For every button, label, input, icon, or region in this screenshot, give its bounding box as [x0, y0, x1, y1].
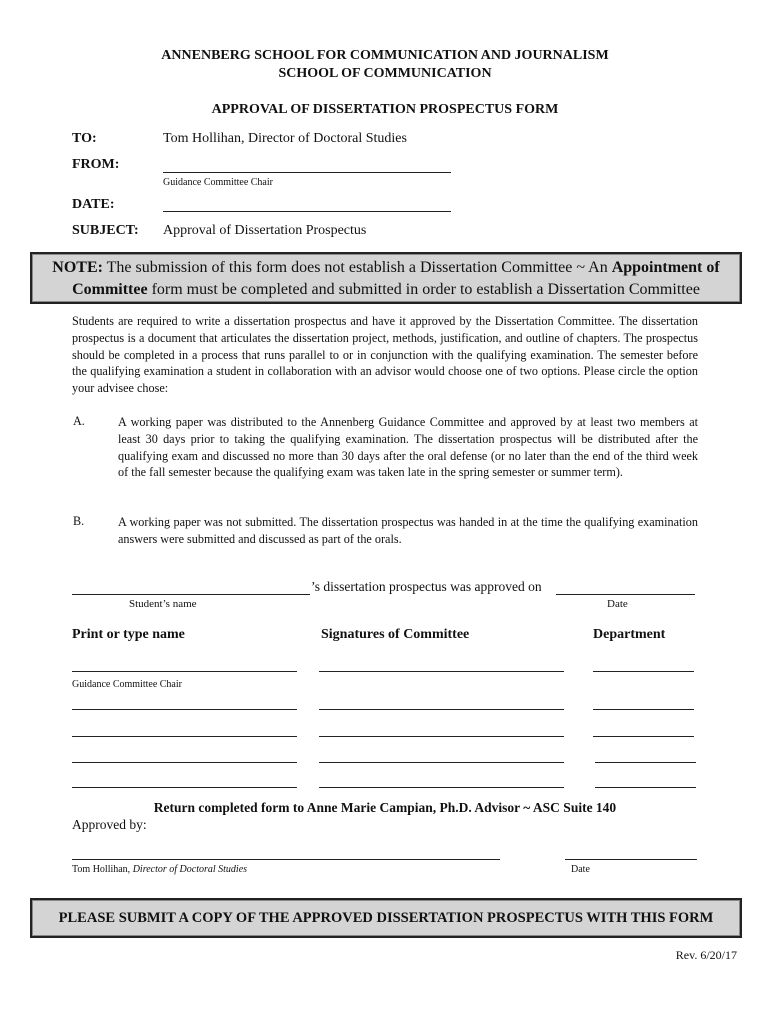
option-b-text: A working paper was not submitted. The dissertation prospectus was handed in at the time the qualifying examination answers were submitted and discussed as part of the orals.: [118, 515, 698, 546]
revision-date: Rev. 6/20/17: [675, 948, 737, 962]
to-value: Tom Hollihan, Director of Doctoral Studies: [163, 131, 407, 146]
note-text: [32, 254, 740, 301]
col-department: Department: [593, 627, 666, 642]
student-name-line[interactable]: [72, 594, 310, 595]
note-box: [30, 252, 742, 304]
member-department-line[interactable]: [595, 762, 696, 763]
intro-paragraph: Students are required to write a dissertation prospectus and have it approved by the Dissertation Committee. The dissertation prospectus is a document that articulates the dissertation project, methods, justification, and outline of chapters. The prospectus should be completed in a process that runs parallel to or in conjunction with the qualifying examination. The semester before the qualifying examination a student in collaboration with an advisor would choose one of two options. Please circle the option your advisee chose:: [72, 314, 698, 396]
form-title: APPROVAL OF DISSERTATION PROSPECTUS FORM: [211, 102, 559, 117]
member-name-line[interactable]: [72, 787, 297, 788]
member-name-line[interactable]: [72, 709, 297, 710]
note-text-2: form must be completed and submitted in order to establish a Dissertation Committee: [147, 281, 700, 298]
member-signature-line[interactable]: [319, 762, 564, 763]
member-signature-line[interactable]: [319, 736, 564, 737]
member-department-line[interactable]: [593, 736, 694, 737]
subject-label: SUBJECT:: [72, 223, 139, 238]
chair-signature-line[interactable]: [319, 671, 564, 672]
approved-by-label: Approved by:: [72, 817, 147, 832]
school-name: ANNENBERG SCHOOL FOR COMMUNICATION AND JOURNALISM: [161, 48, 609, 63]
member-department-line[interactable]: [595, 787, 696, 788]
from-caption: Guidance Committee Chair: [163, 177, 273, 188]
student-name-caption: Student’s name: [129, 598, 197, 610]
from-field-line[interactable]: [163, 172, 451, 173]
chair-department-line[interactable]: [593, 671, 694, 672]
member-signature-line[interactable]: [319, 787, 564, 788]
approval-date-caption: Date: [607, 598, 628, 610]
member-name-line[interactable]: [72, 736, 297, 737]
member-name-line[interactable]: [72, 762, 297, 763]
note-prefix: NOTE:: [52, 259, 103, 276]
chair-caption: Guidance Committee Chair: [72, 679, 182, 690]
subject-value: Approval of Dissertation Prospectus: [163, 223, 367, 238]
from-label: FROM:: [72, 157, 120, 172]
director-date-caption: Date: [571, 864, 590, 875]
member-signature-line[interactable]: [319, 709, 564, 710]
option-a-text: A working paper was distributed to the Annenberg Guidance Committee and approved by at least two members at least 30 days prior to taking the qualifying examination. The dissertation prospectus will be distributed after the qualifying exam and discussed no more than 30 days after the oral defense (or no later than the end of the third week of the fall semester because the qualifying exam was taken late in the spring semester or summer term).: [118, 415, 698, 480]
option-b-label: B.: [73, 514, 85, 528]
director-name: Tom Hollihan,: [72, 864, 133, 875]
chair-name-line[interactable]: [72, 671, 297, 672]
school-subname: SCHOOL OF COMMUNICATION: [278, 66, 492, 81]
note-appointment-bold: Appointment of Committee: [72, 259, 720, 298]
option-a-label: A.: [73, 414, 85, 428]
submit-notice-box: [30, 898, 742, 938]
director-date-line[interactable]: [565, 859, 697, 860]
submit-notice: PLEASE SUBMIT A COPY OF THE APPROVED DISSERTATION PROSPECTUS WITH THIS FORM: [58, 910, 714, 926]
to-label: TO:: [72, 131, 97, 146]
date-label: DATE:: [72, 197, 115, 212]
note-text-1: The submission of this form does not establish a Dissertation Committee ~ An: [102, 259, 612, 276]
director-signature-line[interactable]: [72, 859, 500, 860]
date-field-line[interactable]: [163, 211, 451, 212]
director-title: Director of Doctoral Studies: [132, 864, 248, 875]
member-department-line[interactable]: [593, 709, 694, 710]
col-print-name: Print or type name: [72, 627, 185, 642]
approval-date-line[interactable]: [556, 594, 695, 595]
director-caption: [72, 864, 247, 875]
col-signatures: Signatures of Committee: [321, 627, 470, 642]
approval-statement: ’s dissertation prospectus was approved on: [311, 579, 542, 594]
return-instruction: Return completed form to Anne Marie Campian, Ph.D. Advisor ~ ASC Suite 140: [153, 800, 617, 815]
